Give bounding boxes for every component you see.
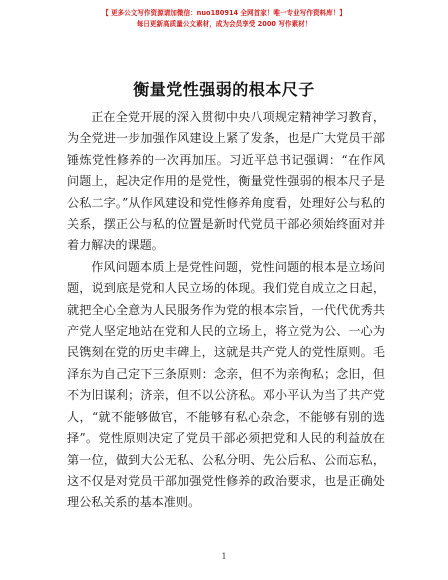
body-paragraph-1: 正在全党开展的深入贯彻中央八项规定精神学习教育，为全党进一步加强作风建设上紧了发条，也是广大党员干部锤炼党性修养的一次再加压。习近平总书记强调：“在作风问题上，起决定作用的是党性，衡量党性强弱的根本尺子是公私二字。”从作风建设和党性修养角度看，处理好公与私的关系，摆正公与私的位置是新时代党员干部必须始终面对并着力解决的课题。 (67, 110, 385, 253)
header-banner (0, 8, 448, 30)
banner-line-1: 【 更多公文写作资源请加微信：nuo180914 全网首家！唯一专业写作资料库！】 (102, 9, 346, 17)
page-number: 1 (221, 552, 227, 561)
banner-line-2: 每日更新高质量公文素材，成为会员享受 2000 写作素材！ (136, 20, 312, 28)
body-paragraph-2: 作风问题本质上是党性问题，党性问题的根本是立场问题，说到底是党和人民立场的体现。我们党自成立之日起，就把全心全意为人民服务作为党的根本宗旨，一代代优秀共产党人坚定地站在党和人民的立场上，将立党为公、一心为民镌刻在党的历史丰碑上，这就是共产党人的党性原则。毛泽东为自己定下三条原则：念亲，但不为亲徇私；念旧，但不为旧谋利；济亲，但不以公济私。邓小平认为当了共产党人，“就不能够做官，不能够有私心杂念，不能够有别的选择”。党性原则决定了党员干部必须把党和人民的利益放在第一位，做到大公无私、公私分明、先公后私、公而忘私，这不仅是对党员干部加强党性修养的政治要求，也是正确处理公私关系的基本准则。 (67, 259, 385, 510)
document-body (67, 107, 385, 514)
document-title: 衡量党性强弱的根本尺子 (133, 80, 315, 99)
